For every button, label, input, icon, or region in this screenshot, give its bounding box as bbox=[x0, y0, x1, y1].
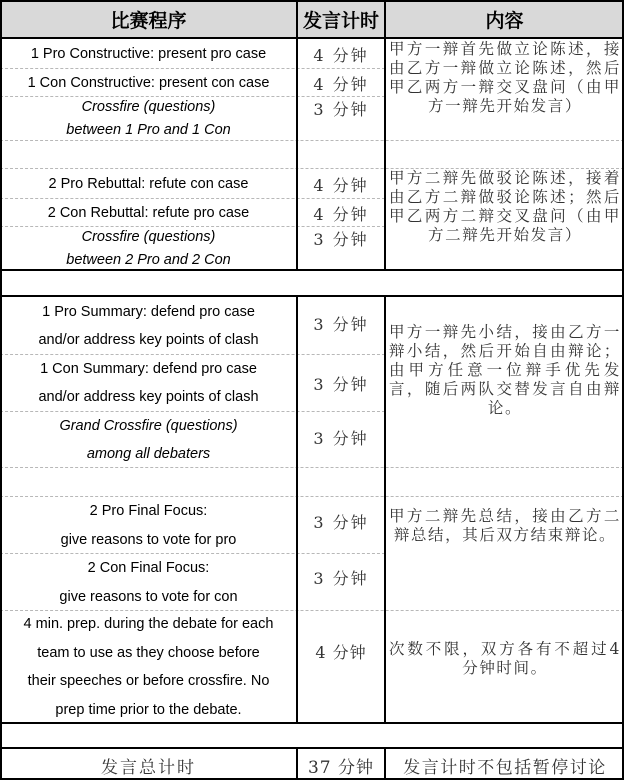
border bbox=[0, 747, 624, 749]
time-1con-constructive: 4 分钟 bbox=[313, 74, 369, 94]
border bbox=[296, 0, 298, 271]
border bbox=[0, 0, 2, 271]
prep-line1: 4 min. prep. during the debate for each bbox=[23, 616, 274, 632]
crossfire-2-line1: Crossfire (questions) bbox=[81, 228, 216, 245]
border bbox=[384, 0, 386, 271]
total-time: 37 分钟 bbox=[307, 758, 375, 778]
time-crossfire-1: 3 分钟 bbox=[313, 100, 369, 119]
content-section-3: 甲方一辩先小结，接由乙方一辩小结，然后开始自由辩论；由甲方任意一位辩手优先发言，随后两队交替发言自由辩论。 bbox=[389, 323, 621, 417]
content-prep: 次数不限，双方各有不超过4分钟时间。 bbox=[389, 640, 621, 677]
border bbox=[0, 722, 624, 724]
crossfire-1-line2: between 1 Pro and 1 Con bbox=[66, 121, 231, 138]
pro-final-line2: give reasons to vote for pro bbox=[60, 531, 237, 548]
divider bbox=[0, 467, 624, 468]
time-2con-final-focus: 3 分钟 bbox=[313, 569, 369, 588]
border bbox=[0, 778, 624, 780]
con-final-line2: give reasons to vote for con bbox=[59, 588, 238, 605]
border bbox=[0, 0, 624, 2]
border bbox=[0, 37, 624, 39]
total-label: 发言总计时 bbox=[101, 758, 196, 778]
divider bbox=[0, 411, 385, 412]
time-prep: 4 分钟 bbox=[315, 642, 367, 662]
time-2con-rebuttal: 4 分钟 bbox=[313, 204, 369, 224]
time-1pro-constructive: 4 分钟 bbox=[313, 45, 369, 65]
border bbox=[0, 722, 2, 749]
prep-line2: team to use as they choose before bbox=[37, 644, 260, 661]
divider bbox=[0, 354, 385, 355]
grand-crossfire-line1: Grand Crossfire (questions) bbox=[59, 417, 238, 434]
grand-crossfire-line2: among all debaters bbox=[86, 445, 211, 462]
crossfire-1-line1: Crossfire (questions) bbox=[81, 98, 216, 115]
divider bbox=[0, 553, 385, 554]
time-1pro-summary: 3 分钟 bbox=[313, 315, 369, 334]
procedure-2pro-rebuttal: 2 Pro Rebuttal: refute con case bbox=[48, 176, 249, 192]
crossfire-2-line2: between 2 Pro and 2 Con bbox=[66, 251, 231, 268]
prep-line4: prep time prior to the debate. bbox=[55, 701, 242, 718]
header-content: 内容 bbox=[385, 0, 624, 38]
procedure-2con-rebuttal: 2 Con Rebuttal: refute pro case bbox=[47, 205, 250, 221]
pro-final-line1: 2 Pro Final Focus: bbox=[89, 503, 208, 519]
prep-line3: their speeches or before crossfire. No bbox=[27, 673, 270, 689]
con-summary-line2: and/or address key points of clash bbox=[38, 389, 259, 405]
border bbox=[0, 269, 2, 297]
border bbox=[296, 295, 298, 724]
divider bbox=[0, 610, 624, 611]
time-crossfire-2: 3 分钟 bbox=[313, 230, 369, 249]
procedure-1pro-constructive: 1 Pro Constructive: present pro case bbox=[30, 46, 267, 62]
border bbox=[0, 747, 2, 780]
procedure-2con-final-focus bbox=[0, 555, 297, 610]
header-time: 发言计时 bbox=[297, 0, 385, 38]
time-1con-summary: 3 分钟 bbox=[313, 374, 369, 394]
content-section-2: 甲方二辩先做驳论陈述，接着由乙方二辩做驳论陈述；然后甲乙两方二辩交叉盘问（由甲方二辩先开始发言） bbox=[389, 169, 621, 244]
total-note: 发言计时不包括暂停讨论 bbox=[403, 758, 607, 778]
header-procedure: 比赛程序 bbox=[0, 0, 297, 38]
border bbox=[0, 269, 624, 271]
pro-summary-line1: 1 Pro Summary: defend pro case bbox=[42, 303, 255, 320]
procedure-prep-time bbox=[0, 611, 297, 723]
divider bbox=[0, 68, 385, 69]
procedure-2pro-final-focus bbox=[0, 498, 297, 553]
border bbox=[384, 747, 386, 780]
procedure-1pro-summary bbox=[0, 298, 297, 354]
divider bbox=[0, 226, 385, 227]
divider bbox=[0, 140, 624, 141]
procedure-crossfire-1 bbox=[0, 97, 297, 140]
border bbox=[0, 295, 624, 297]
divider bbox=[0, 96, 385, 97]
pro-summary-line2: and/or address key points of clash bbox=[38, 332, 259, 348]
procedure-grand-crossfire bbox=[0, 412, 297, 467]
content-section-4: 甲方二辩先总结，接由乙方二辩总结，其后双方结束辩论。 bbox=[389, 507, 621, 544]
divider bbox=[0, 496, 624, 497]
con-summary-line1: 1 Con Summary: defend pro case bbox=[40, 360, 257, 377]
time-grand-crossfire: 3 分钟 bbox=[313, 428, 369, 448]
procedure-crossfire-2 bbox=[0, 227, 297, 270]
divider bbox=[0, 168, 624, 169]
time-2pro-final-focus: 3 分钟 bbox=[313, 513, 369, 532]
content-section-1: 甲方一辩首先做立论陈述，接由乙方一辩做立论陈述，然后甲乙两方一辩交叉盘问（由甲方一辩先开始发言） bbox=[389, 40, 621, 115]
border bbox=[0, 295, 2, 724]
border bbox=[384, 295, 386, 724]
border bbox=[296, 747, 298, 780]
divider bbox=[0, 198, 385, 199]
procedure-1con-summary bbox=[0, 355, 297, 411]
time-2pro-rebuttal: 4 分钟 bbox=[313, 175, 369, 195]
procedure-1con-constructive: 1 Con Constructive: present con case bbox=[27, 75, 270, 91]
con-final-line1: 2 Con Final Focus: bbox=[87, 560, 210, 576]
